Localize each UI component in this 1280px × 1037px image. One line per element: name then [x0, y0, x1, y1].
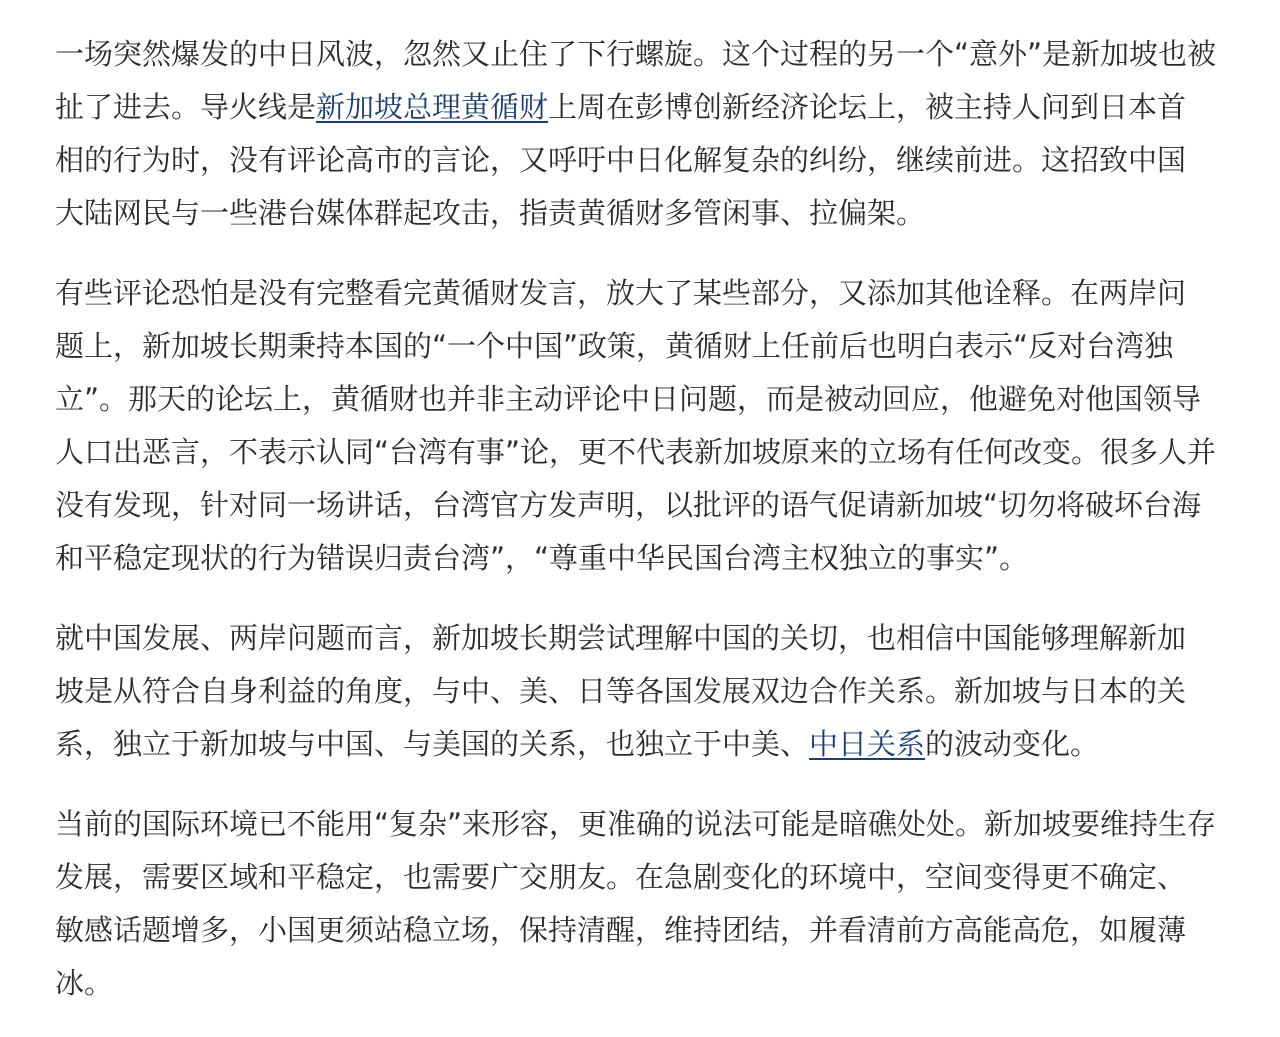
text-line: 就中国发展、两岸问题而言，新加坡长期尝试理解中国的关切，也相信中国能够理解新加: [55, 621, 1187, 655]
text-line: 和平稳定现状的行为错误归责台湾”，“尊重中华民国台湾主权独立的事实”。: [55, 541, 1029, 575]
link-china-japan-relations[interactable]: 中日关系: [809, 727, 926, 761]
text-line: 立”。那天的论坛上，黄循财也并非主动评论中日问题，而是被动回应，他避免对他国领导: [55, 382, 1202, 416]
text-line: 题上，新加坡长期秉持本国的“一个中国”政策，黄循财上任前后也明白表示“反对台湾独: [55, 329, 1174, 363]
text-line: 冰。: [55, 966, 114, 1000]
text-segment: 上周在彭博创新经济论坛上，被主持人问到日本首: [548, 90, 1187, 124]
text-line: 坡是从符合自身利益的角度，与中、美、日等各国发展双边合作关系。新加坡与日本的关: [55, 674, 1187, 708]
text-line: 没有发现，针对同一场讲话，台湾官方发声明，以批评的语气促请新加坡“切勿将破坏台海: [55, 488, 1202, 522]
text-segment: 系，独立于新加坡与中国、与美国的关系，也独立于中美、: [55, 727, 810, 761]
paragraph-4: [55, 798, 1235, 1010]
text-segment: 的波动变化。: [925, 727, 1100, 761]
paragraph-1: [55, 28, 1235, 240]
text-line: 相的行为时，没有评论高市的言论，又呼吁中日化解复杂的纠纷，继续前进。这招致中国: [55, 143, 1187, 177]
text-line: 大陆网民与一些港台媒体群起攻击，指责黄循财多管闲事、拉偏架。: [55, 196, 926, 230]
article-body: [55, 28, 1235, 1037]
link-huang-xuncai[interactable]: 新加坡总理黄循财: [316, 90, 549, 124]
text-line: 一场突然爆发的中日风波，忽然又止住了下行螺旋。这个过程的另一个“意外”是新加坡也被: [55, 37, 1217, 71]
text-segment: 扯了进去。导火线是: [55, 90, 317, 124]
text-line: 敏感话题增多，小国更须站稳立场，保持清醒，维持团结，并看清前方高能高危，如履薄: [55, 913, 1187, 947]
paragraph-2: [55, 267, 1235, 585]
text-line: 有些评论恐怕是没有完整看完黄循财发言，放大了某些部分，又添加其他诠释。在两岸问: [55, 276, 1187, 310]
text-line: 当前的国际环境已不能用“复杂”来形容，更准确的说法可能是暗礁处处。新加坡要维持生存: [55, 807, 1217, 841]
paragraph-3: [55, 612, 1235, 771]
text-line: 发展，需要区域和平稳定，也需要广交朋友。在急剧变化的环境中，空间变得更不确定、: [55, 860, 1187, 894]
text-line: [55, 718, 1235, 771]
text-line: 人口出恶言，不表示认同“台湾有事”论，更不代表新加坡原来的立场有任何改变。很多人并: [55, 435, 1217, 469]
text-line: [55, 81, 1235, 134]
